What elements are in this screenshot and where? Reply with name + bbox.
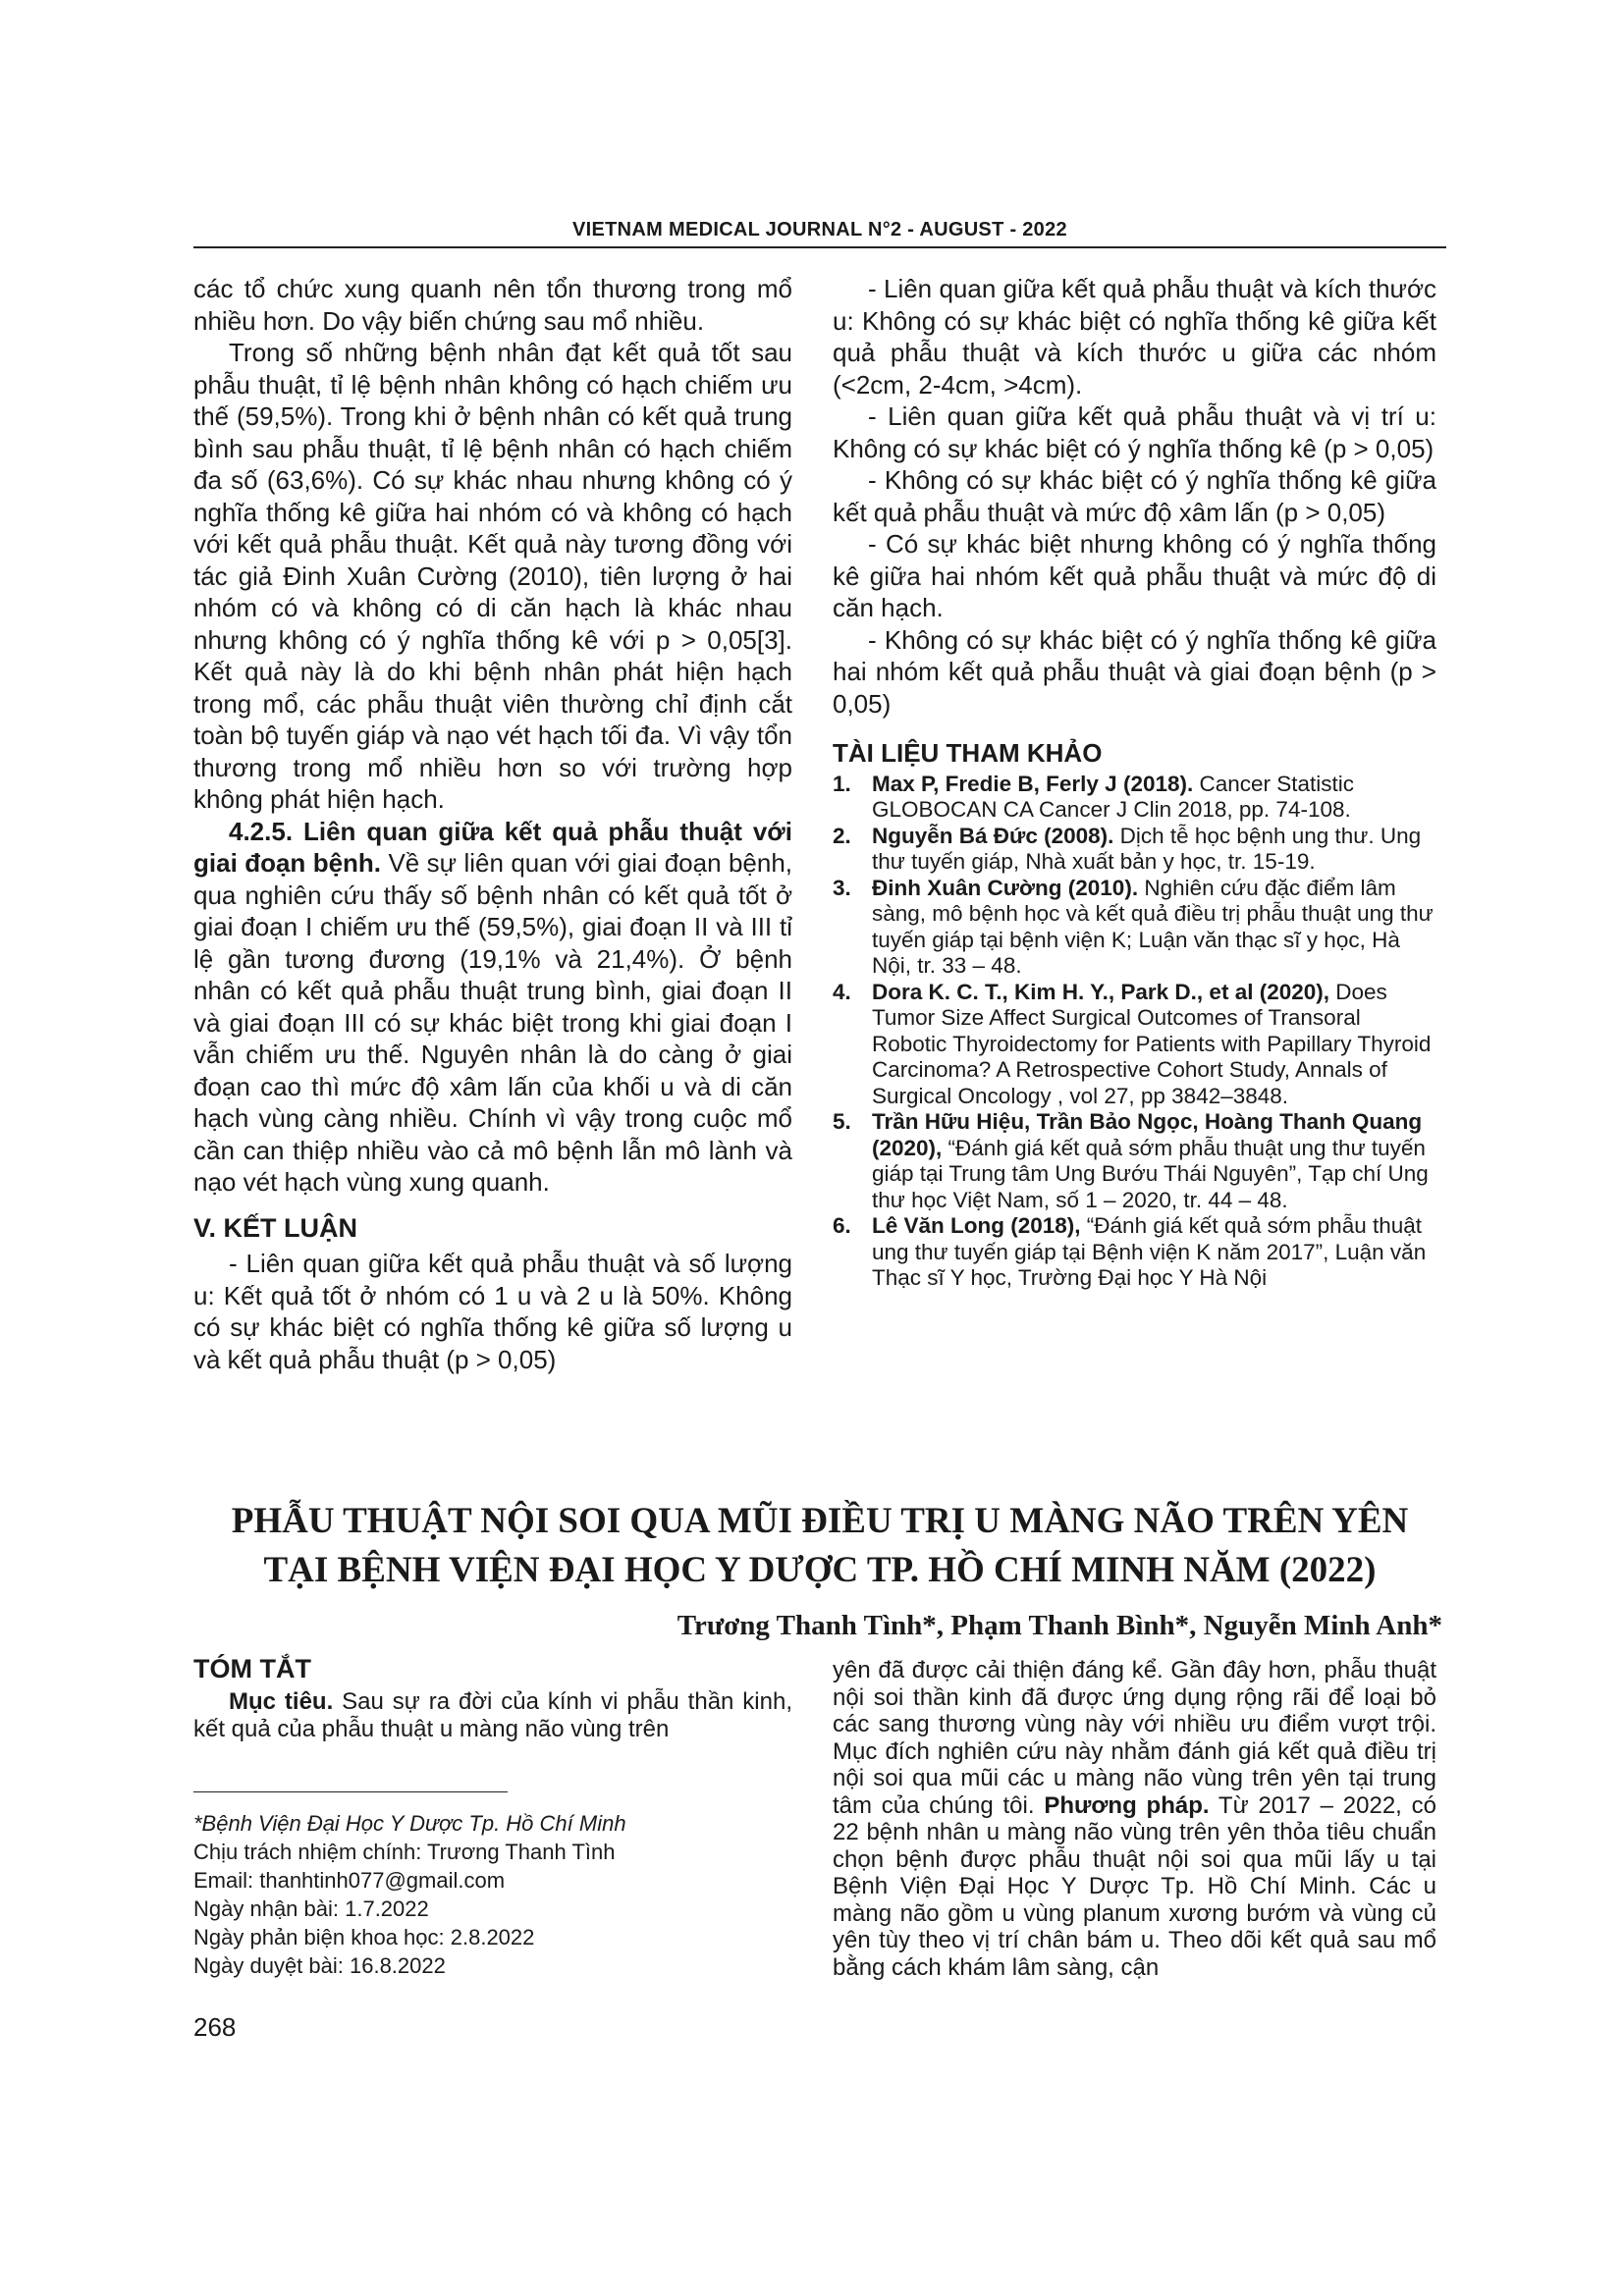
reference-text: Does Tumor Size Affect Surgical Outcomes of Transoral Robotic Thyroidectomy for Patients with Papillary Thyroid Carcinoma? A Retrospective Cohort Study, Annals of Surgical Oncology , vol 27, pp 3842–3848. (872, 979, 1432, 1108)
reference-text: “Đánh giá kết quả sớm phẫu thuật ung thư tuyến giáp tại Bệnh viện K năm 2017”, Luận văn Thạc sĩ Y học, Trường Đại học Y Hà Nội (872, 1213, 1427, 1290)
abstract-label: Mục tiêu. (229, 1688, 334, 1715)
reference-number: 2. (833, 823, 851, 848)
section-heading: V. KẾT LUẬN (193, 1212, 358, 1243)
abstract-text: Từ 2017 – 2022, có 22 bệnh nhân u màng não vùng trên yên thỏa tiêu chuẩn chọn bệnh được phẫu thuật nội soi qua mũi lấy u tại Bệnh Viện Đại Học Y Dược Tp. Hồ Chí Minh. Các u màng não gồm u vùng planum xương bướm và vùng củ yên tùy theo vị trí chân bám u. Theo dõi kết quả sau mổ bằng cách khám lâm sàng, cận (833, 1791, 1436, 1981)
footnote-rule (193, 1791, 508, 1792)
reference-item (833, 824, 1436, 876)
reference-text: Cancer Statistic GLOBOCAN CA Cancer J Clin 2018, pp. 74-108. (872, 771, 1355, 822)
reference-number: 5. (833, 1109, 851, 1134)
abstract-text: yên đã được cải thiện đáng kể. Gần đây hơn, phẫu thuật nội soi thần kinh đã được ứng dụng rộng rãi để loại bỏ các sang thương vùng này với nhiều ưu điểm vượt trội. Mục đích nghiên cứu này nhằm đánh giá kết quả điều trị nội soi qua mũi các u màng não vùng trên yên tại trung tâm của chúng tôi. (833, 1657, 1436, 1819)
conclusion-item: - Liên quan giữa kết quả phẫu thuật và vị trí u: Không có sự khác biệt có ý nghĩa thống kê (p > 0,05) (833, 401, 1436, 463)
conclusion-item: - Không có sự khác biệt có ý nghĩa thống kê giữa kết quả phẫu thuật và mức độ xâm lấn (p > 0,05) (833, 465, 1436, 527)
right-column (833, 273, 1436, 1292)
reference-number: 6. (833, 1213, 851, 1238)
conclusion-item: - Liên quan giữa kết quả phẫu thuật và kích thước u: Không có sự khác biệt có nghĩa thống kê giữa kết quả phẫu thuật và kích thước u giữa các nhóm (<2cm, 2-4cm, >4cm). (833, 274, 1436, 400)
reference-number: 3. (833, 875, 851, 900)
abstract-right (833, 1657, 1436, 1981)
footnote-received: Ngày nhận bài: 1.7.2022 (193, 1896, 429, 1921)
reference-authors: Đinh Xuân Cường (2010). (872, 875, 1139, 900)
reference-item (833, 980, 1436, 1110)
paragraph: Trong số những bệnh nhân đạt kết quả tốt sau phẫu thuật, tỉ lệ bệnh nhân không có hạch chiếm ưu thế (59,5%). Trong khi ở bệnh nhân có kết quả trung bình sau phẫu thuật, tỉ lệ bệnh nhân có hạch chiếm đa số (63,6%). Có sự khác nhau nhưng không có ý nghĩa thống kê giữa hai nhóm có và không có hạch với kết quả phẫu thuật. Kết quả này tương đồng với tác giả Đinh Xuân Cường (2010), tiên lượng ở hai nhóm có và không có di căn hạch là khác nhau nhưng không có ý nghĩa thống kê với p > 0,05[3]. Kết quả này là do khi bệnh nhân phát hiện hạch trong mổ, các phẫu thuật viên thường chỉ định cắt toàn bộ tuyến giáp và nạo vét hạch tối đa. Vì vậy tổn thương trong mổ nhiều hơn so với trường hợp không phát hiện hạch. (193, 338, 792, 814)
footnote-email: Email: thanhtinh077@gmail.com (193, 1868, 506, 1893)
article-title-line: PHẪU THUẬT NỘI SOI QUA MŨI ĐIỀU TRỊ U MÀNG NÃO TRÊN YÊN (231, 1501, 1409, 1541)
reference-item (833, 876, 1436, 980)
paragraph-text: Về sự liên quan với giai đoạn bệnh, qua nghiên cứu thấy số bệnh nhân có kết quả tốt ở giai đoạn I chiếm ưu thế (59,5%), giai đoạn II và III tỉ lệ gần tương đương (19,1% và 21,4%). Ở bệnh nhân có kết quả phẫu thuật trung bình, giai đoạn II và giai đoạn III có sự khác biệt trong khi giai đoạn I vẫn chiếm ưu thế. Nguyên nhân là do càng ở giai đoạn cao thì mức độ xâm lấn của khối u và di căn hạch vùng càng nhiều. Chính vì vậy trong cuộc mổ cần can thiệp nhiều vào cả mô bệnh lẫn mô lành và nạo vét hạch vùng xung quanh. (193, 848, 793, 1197)
footnote-reviewed: Ngày phản biện khoa học: 2.8.2022 (193, 1925, 535, 1949)
conclusion-item: - Có sự khác biệt nhưng không có ý nghĩa thống kê giữa hai nhóm kết quả phẫu thuật và mức độ di căn hạch. (833, 529, 1436, 622)
abstract-text: Sau sự ra đời của kính vi phẫu thần kinh, kết quả của phẫu thuật u màng não vùng trên (193, 1688, 792, 1742)
article-title (193, 1497, 1446, 1595)
header-rule (193, 246, 1446, 248)
paragraph: các tổ chức xung quanh nên tổn thương trong mổ nhiều hơn. Do vậy biến chứng sau mổ nhiều. (193, 274, 792, 336)
reference-authors: Lê Văn Long (2018), (872, 1213, 1081, 1238)
abstract-paragraph (193, 1688, 792, 1743)
reference-text: Nghiên cứu đặc điểm lâm sàng, mô bệnh học và kết quả điều trị phẫu thuật ung thư tuyến giáp tại bệnh viện K; Luận văn thạc sĩ y học, Hà Nội, tr. 33 – 48. (872, 875, 1434, 978)
journal-header: VIETNAM MEDICAL JOURNAL N°2 - AUGUST - 2022 (572, 219, 1067, 240)
abstract-label: Phương pháp. (1034, 1791, 1210, 1819)
reference-authors: Nguyễn Bá Đức (2008). (872, 823, 1114, 848)
paragraph: - Liên quan giữa kết quả phẫu thuật và số lượng u: Kết quả tốt ở nhóm có 1 u và 2 u là 50%. Không có sự khác biệt có nghĩa thống kê giữa số lượng u và kết quả phẫu thuật (p > 0,05) (193, 1249, 792, 1374)
article-title-line: TẠI BỆNH VIỆN ĐẠI HỌC Y DƯỢC TP. HỒ CHÍ MINH NĂM (2022) (263, 1550, 1377, 1590)
abstract-left (193, 1655, 792, 1743)
footnotes (193, 1809, 792, 1980)
abstract-paragraph (833, 1657, 1436, 1981)
reference-item (833, 1213, 1436, 1292)
subsection-heading: 4.2.5. Liên quan giữa kết quả phẫu thuật với giai đoạn bệnh. (193, 816, 792, 878)
page-number: 268 (193, 2012, 237, 2042)
left-column (193, 273, 792, 1375)
reference-item (833, 1109, 1436, 1213)
reference-item (833, 772, 1436, 824)
footnote-accepted: Ngày duyệt bài: 16.8.2022 (193, 1953, 446, 1978)
reference-number: 4. (833, 979, 851, 1004)
abstract-heading: TÓM TẮT (193, 1654, 311, 1683)
references-heading: TÀI LIỆU THAM KHẢO (833, 738, 1103, 768)
reference-authors: Max P, Fredie B, Ferly J (2018). (872, 771, 1194, 796)
reference-number: 1. (833, 771, 851, 796)
reference-authors: Dora K. C. T., Kim H. Y., Park D., et al (2020), (872, 979, 1329, 1004)
footnote-responsible: Chịu trách nhiệm chính: Trương Thanh Tình (193, 1840, 616, 1864)
reference-list (833, 772, 1436, 1292)
reference-authors: Trần Hữu Hiệu, Trần Bảo Ngọc, Hoàng Thanh Quang (2020), (872, 1109, 1423, 1160)
article-authors: Trương Thanh Tình*, Phạm Thanh Bình*, Nguyễn Minh Anh* (677, 1610, 1442, 1641)
footnote-affiliation: *Bệnh Viện Đại Học Y Dược Tp. Hồ Chí Minh (193, 1811, 626, 1836)
reference-text: “Đánh giá kết quả sớm phẫu thuật ung thư tuyến giáp tại Trung tâm Ung Bướu Thái Nguyên”, Tạp chí Ung thư học Việt Nam, số 1 – 2020, tr. 44 – 48. (872, 1135, 1429, 1212)
reference-text: Dịch tễ học bệnh ung thư. Ung thư tuyến giáp, Nhà xuất bản y học, tr. 15-19. (872, 823, 1422, 874)
conclusion-item: - Không có sự khác biệt có ý nghĩa thống kê giữa hai nhóm kết quả phẫu thuật và giai đoạn bệnh (p > 0,05) (833, 624, 1436, 719)
paragraph (193, 816, 792, 1199)
